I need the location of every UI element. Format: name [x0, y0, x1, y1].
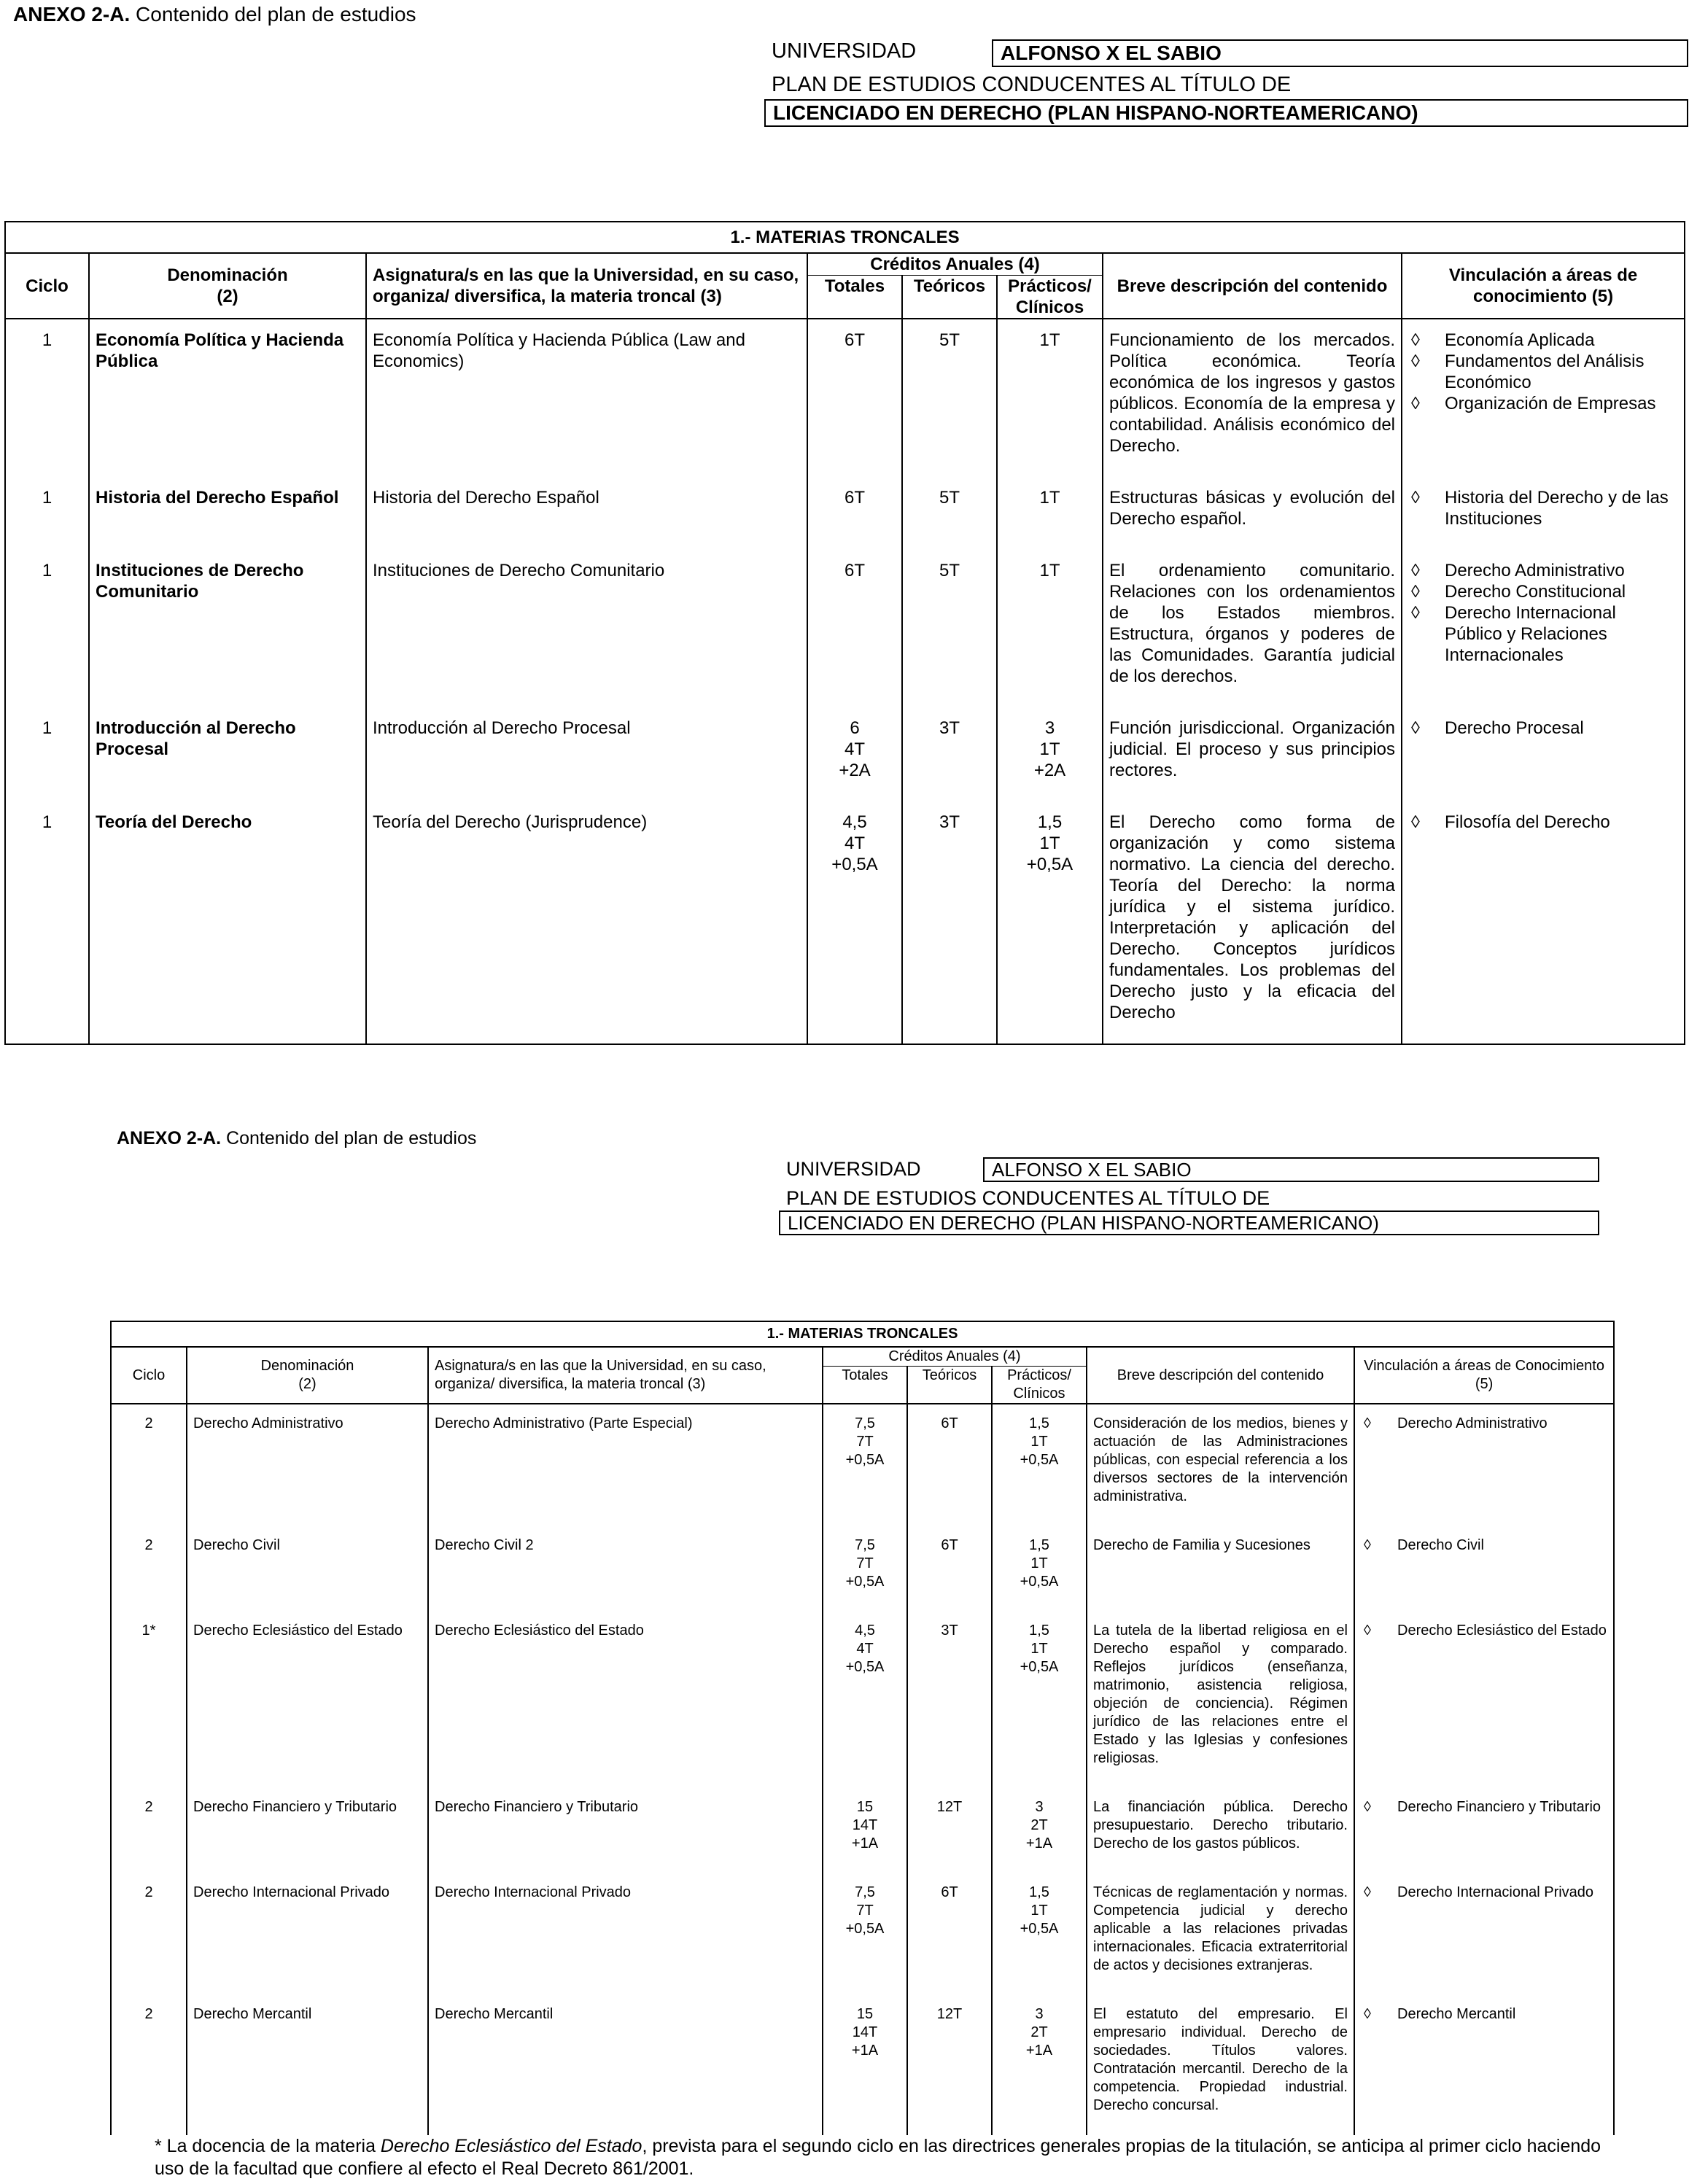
practicos-value: 1T — [1039, 833, 1060, 853]
table-row — [111, 1995, 1614, 2135]
page-1 — [0, 0, 1689, 1021]
totales-value: +1A — [851, 1835, 879, 1851]
practicos-value: 1T — [1030, 1641, 1048, 1657]
cell-practicos — [997, 477, 1103, 550]
header-teoricos-2: Teóricos — [907, 1367, 992, 1404]
totales-value: 6 — [850, 718, 860, 738]
cell-denominacion: Teoría del Derecho — [89, 801, 366, 1044]
area-item — [1408, 560, 1678, 581]
cell-practicos — [997, 550, 1103, 707]
area-item — [1408, 812, 1678, 833]
areas-list — [1408, 487, 1678, 529]
cell-vinculacion — [1402, 477, 1685, 550]
teoricos-value: 6T — [941, 1537, 958, 1553]
cell-ciclo: 1 — [5, 477, 89, 550]
cell-vinculacion — [1402, 550, 1685, 707]
teoricos-value: 6T — [941, 1415, 958, 1431]
troncales-table-1 — [4, 221, 1685, 1045]
practicos-value: +0,5A — [1020, 1452, 1059, 1468]
area-label: Derecho Eclesiástico del Estado — [1397, 1623, 1607, 1639]
degree-title: LICENCIADO EN DERECHO (PLAN HISPANO-NORTEAMERICANO) — [764, 99, 1688, 127]
diamond-bullet-icon: ◊ — [1364, 1537, 1371, 1553]
cell-teoricos — [907, 1612, 992, 1788]
area-item — [1408, 581, 1678, 602]
table-row — [5, 477, 1685, 550]
area-label: Economía Aplicada — [1445, 330, 1595, 350]
cell-asignatura: Economía Política y Hacienda Pública (Law and Economics) — [366, 319, 807, 477]
practicos-value: 1T — [1030, 1555, 1048, 1571]
cell-practicos — [997, 801, 1103, 1044]
header-denominacion-2 — [187, 1347, 428, 1404]
cell-ciclo: 1* — [111, 1612, 187, 1788]
totales-value: 15 — [856, 1799, 874, 1815]
footnote — [155, 2135, 1606, 2180]
diamond-bullet-icon: ◊ — [1364, 1799, 1371, 1815]
cell-practicos — [997, 707, 1103, 801]
cell-vinculacion — [1354, 1788, 1614, 1873]
areas-list — [1408, 718, 1678, 739]
header-teoricos: Teóricos — [902, 276, 997, 319]
area-item — [1361, 1798, 1607, 1816]
teoricos-value: 5T — [939, 330, 960, 350]
cell-teoricos — [907, 1788, 992, 1873]
cell-practicos — [992, 1404, 1087, 1526]
cell-asignatura: Derecho Mercantil — [428, 1995, 823, 2135]
practicos-value: +0,5A — [1020, 1659, 1059, 1675]
cell-denominacion: Derecho Civil — [187, 1526, 428, 1612]
area-label: Derecho Administrativo — [1445, 561, 1625, 580]
practicos-value: 2T — [1030, 2024, 1048, 2040]
header-creditos: Créditos Anuales (4) — [807, 253, 1103, 276]
cell-descripcion: El ordenamiento comunitario. Relaciones con los ordenamientos de los Estados miembros. Estructura, órganos y poderes de las Comunidades. Garantía judicial de los derechos. — [1103, 550, 1402, 707]
totales-value: 4,5 — [855, 1623, 875, 1639]
troncales-table-2 — [110, 1321, 1615, 2135]
cell-totales — [823, 1995, 907, 2135]
diamond-bullet-icon: ◊ — [1411, 603, 1420, 623]
header-vinculacion-2: Vinculación a áreas de Conocimiento (5) — [1354, 1347, 1614, 1404]
annex-text: Contenido del plan de estudios — [130, 3, 416, 26]
cell-totales — [807, 801, 902, 1044]
cell-totales — [807, 319, 902, 477]
area-label: Derecho Constitucional — [1445, 582, 1626, 602]
cell-denominacion: Derecho Administrativo — [187, 1404, 428, 1526]
practicos-value: +0,5A — [1026, 855, 1073, 874]
practicos-value: 1T — [1030, 1903, 1048, 1919]
practicos-value: +0,5A — [1020, 1921, 1059, 1937]
areas-list — [1361, 1622, 1607, 1640]
header-totales-2: Totales — [823, 1367, 907, 1404]
cell-ciclo: 1 — [5, 550, 89, 707]
area-label: Fundamentos del Análisis Económico — [1445, 351, 1645, 392]
cell-denominacion: Derecho Mercantil — [187, 1995, 428, 2135]
cell-descripcion: Técnicas de reglamentación y normas. Competencia judicial y derecho aplicable a las relaciones privadas internacionales. Eficacia extraterritorial de actos y decisiones extranjeras. — [1087, 1873, 1354, 1995]
cell-asignatura: Derecho Financiero y Tributario — [428, 1788, 823, 1873]
areas-list — [1408, 812, 1678, 833]
cell-teoricos — [907, 1995, 992, 2135]
cell-totales — [823, 1404, 907, 1526]
header-practicos: Prácticos/ Clínicos — [997, 276, 1103, 319]
cell-ciclo: 2 — [111, 1873, 187, 1995]
teoricos-value: 3T — [939, 812, 960, 832]
totales-value: 7T — [856, 1555, 874, 1571]
cell-denominacion: Instituciones de Derecho Comunitario — [89, 550, 366, 707]
table-row — [5, 801, 1685, 1044]
annex-label: ANEXO 2-A. — [13, 3, 131, 26]
totales-value: 7T — [856, 1434, 874, 1450]
cell-vinculacion — [1354, 1526, 1614, 1612]
cell-teoricos — [902, 801, 997, 1044]
totales-value: +2A — [839, 761, 871, 780]
cell-vinculacion — [1354, 1995, 1614, 2135]
cell-denominacion: Economía Política y Hacienda Pública — [89, 319, 366, 477]
cell-teoricos — [902, 707, 997, 801]
area-label: Derecho Procesal — [1445, 718, 1584, 738]
cell-denominacion: Derecho Eclesiástico del Estado — [187, 1612, 428, 1788]
totales-value: 7,5 — [855, 1415, 875, 1431]
totales-value: +0,5A — [845, 1574, 885, 1590]
practicos-value: 1,5 — [1029, 1537, 1049, 1553]
diamond-bullet-icon: ◊ — [1411, 351, 1420, 371]
cell-asignatura: Teoría del Derecho (Jurisprudence) — [366, 801, 807, 1044]
cell-practicos — [992, 1788, 1087, 1873]
cell-descripcion: Funcionamiento de los mercados. Política económica. Teoría económica de los ingresos y gastos públicos. Economía de la empresa y contabilidad. Análisis económico del Derecho. — [1103, 319, 1402, 477]
area-item — [1408, 351, 1678, 393]
totales-value: 4T — [844, 739, 865, 759]
cell-denominacion: Historia del Derecho Español — [89, 477, 366, 550]
area-label: Derecho Administrativo — [1397, 1415, 1548, 1431]
cell-totales — [823, 1788, 907, 1873]
cell-vinculacion — [1402, 319, 1685, 477]
cell-descripcion: La financiación pública. Derecho presupuestario. Derecho tributario. Derecho de los gastos públicos. — [1087, 1788, 1354, 1873]
practicos-value: 1T — [1030, 1434, 1048, 1450]
diamond-bullet-icon: ◊ — [1364, 1415, 1371, 1431]
table-row — [111, 1404, 1614, 1526]
header-totales: Totales — [807, 276, 902, 319]
practicos-value: +1A — [1025, 2043, 1053, 2059]
cell-totales — [823, 1526, 907, 1612]
cell-vinculacion — [1354, 1612, 1614, 1788]
practicos-value: 3 — [1044, 718, 1055, 738]
diamond-bullet-icon: ◊ — [1364, 1623, 1371, 1639]
footnote-text-start: La docencia de la materia — [161, 2136, 381, 2156]
header-ciclo: Ciclo — [5, 253, 89, 319]
area-label: Derecho Mercantil — [1397, 2006, 1516, 2022]
totales-value: +1A — [851, 2043, 879, 2059]
practicos-value: 1T — [1039, 330, 1060, 350]
table-row — [111, 1873, 1614, 1995]
totales-value: 6T — [844, 488, 865, 508]
table-2-body — [111, 1404, 1614, 2135]
totales-value: +0,5A — [845, 1452, 885, 1468]
area-item — [1361, 2005, 1607, 2024]
areas-list — [1408, 560, 1678, 666]
university-label: UNIVERSIDAD — [772, 39, 917, 63]
totales-value: +0,5A — [845, 1921, 885, 1937]
cell-teoricos — [902, 477, 997, 550]
area-item — [1361, 1622, 1607, 1640]
header-ciclo-2: Ciclo — [111, 1347, 187, 1404]
area-item — [1408, 487, 1678, 529]
area-label: Derecho Civil — [1397, 1537, 1484, 1553]
table-row — [111, 1526, 1614, 1612]
cell-practicos — [992, 1526, 1087, 1612]
totales-value: 14T — [852, 1817, 878, 1833]
cell-practicos — [992, 1612, 1087, 1788]
totales-value: 4T — [844, 833, 865, 853]
header-denominacion — [89, 253, 366, 319]
areas-list — [1361, 1415, 1607, 1433]
footnote-marker: * — [155, 2136, 162, 2156]
totales-value: +0,5A — [831, 855, 878, 874]
header-denominacion-label: Denominación — [167, 265, 288, 285]
totales-value: 15 — [856, 2006, 874, 2022]
totales-value: 4,5 — [842, 812, 867, 832]
annex-heading-2 — [117, 1128, 476, 1149]
area-label: Filosofía del Derecho — [1445, 812, 1610, 832]
cell-asignatura: Derecho Eclesiástico del Estado — [428, 1612, 823, 1788]
cell-descripcion: Función jurisdiccional. Organización judicial. El proceso y sus principios rectores. — [1103, 707, 1402, 801]
table-row — [5, 319, 1685, 477]
teoricos-value: 5T — [939, 488, 960, 508]
cell-descripcion: Derecho de Familia y Sucesiones — [1087, 1526, 1354, 1612]
cell-descripcion: Estructuras básicas y evolución del Derecho español. — [1103, 477, 1402, 550]
area-label: Derecho Financiero y Tributario — [1397, 1799, 1601, 1815]
area-label: Historia del Derecho y de las Instituciones — [1445, 488, 1669, 529]
totales-value: 6T — [844, 330, 865, 350]
teoricos-value: 5T — [939, 561, 960, 580]
cell-vinculacion — [1402, 801, 1685, 1044]
practicos-value: 1,5 — [1037, 812, 1063, 832]
totales-value: 7,5 — [855, 1537, 875, 1553]
cell-descripcion: El estatuto del empresario. El empresario individual. Derecho de sociedades. Títulos valores. Contratación mercantil. Derecho de la competencia. Propiedad industrial. Derecho concursal. — [1087, 1995, 1354, 2135]
diamond-bullet-icon: ◊ — [1411, 718, 1420, 738]
annex-label-2: ANEXO 2-A. — [117, 1128, 222, 1149]
area-item — [1361, 1884, 1607, 1902]
practicos-value: +0,5A — [1020, 1574, 1059, 1590]
cell-totales — [807, 707, 902, 801]
cell-vinculacion — [1354, 1873, 1614, 1995]
header-creditos-2: Créditos Anuales (4) — [823, 1347, 1087, 1367]
areas-list — [1408, 330, 1678, 414]
cell-descripcion: El Derecho como forma de organización y como sistema normativo. La ciencia del derecho. Teoría del Derecho: la norma jurídica y el sistema jurídico. Interpretación y aplicación del Derecho. Conceptos jurídicos fundamentales. Los problemas del Derecho justo y la eficacia del Derecho — [1103, 801, 1402, 1044]
totales-value: 7T — [856, 1903, 874, 1919]
cell-totales — [807, 550, 902, 707]
footnote-subject: Derecho Eclesiástico del Estado — [380, 2136, 642, 2156]
practicos-value: 2T — [1030, 1817, 1048, 1833]
teoricos-value: 12T — [936, 2006, 963, 2022]
table-row — [5, 550, 1685, 707]
practicos-value: 1,5 — [1029, 1884, 1049, 1900]
cell-totales — [823, 1612, 907, 1788]
totales-value: 14T — [852, 2024, 878, 2040]
header-denominacion-note-2: (2) — [298, 1376, 317, 1392]
area-item — [1408, 602, 1678, 666]
cell-teoricos — [907, 1404, 992, 1526]
cell-practicos — [997, 319, 1103, 477]
teoricos-value: 6T — [941, 1884, 958, 1900]
cell-practicos — [992, 1873, 1087, 1995]
area-item — [1408, 330, 1678, 351]
area-label: Derecho Internacional Privado — [1397, 1884, 1594, 1900]
annex-text-2: Contenido del plan de estudios — [221, 1128, 477, 1149]
cell-totales — [823, 1873, 907, 1995]
cell-descripcion: La tutela de la libertad religiosa en el Derecho español y comparado. Reflejos jurídicos (enseñanza, matrimonio, asistencia religiosa, objeción de conciencia). Régimen jurídico de las relaciones entre el Estado y las Iglesias y confesiones religiosas. — [1087, 1612, 1354, 1788]
diamond-bullet-icon: ◊ — [1411, 488, 1420, 508]
degree-title-2: LICENCIADO EN DERECHO (PLAN HISPANO-NORTEAMERICANO) — [779, 1210, 1599, 1235]
practicos-value: +1A — [1025, 1835, 1053, 1851]
header-descripcion-2: Breve descripción del contenido — [1087, 1347, 1354, 1404]
header-denominacion-note: (2) — [217, 287, 238, 306]
header-vinculacion: Vinculación a áreas de conocimiento (5) — [1402, 253, 1685, 319]
cell-denominacion: Introducción al Derecho Procesal — [89, 707, 366, 801]
header-asignatura-2: Asignatura/s en las que la Universidad, en su caso, organiza/ diversifica, la materia troncal (3) — [428, 1347, 823, 1404]
university-name: ALFONSO X EL SABIO — [992, 39, 1688, 67]
diamond-bullet-icon: ◊ — [1411, 394, 1420, 413]
area-item — [1408, 393, 1678, 414]
cell-teoricos — [902, 319, 997, 477]
totales-value: 4T — [856, 1641, 874, 1657]
cell-descripcion: Consideración de los medios, bienes y actuación de las Administraciones públicas, con especial referencia a los diversos sectores de la intervención administrativa. — [1087, 1404, 1354, 1526]
areas-list — [1361, 2005, 1607, 2024]
diamond-bullet-icon: ◊ — [1411, 812, 1420, 832]
diamond-bullet-icon: ◊ — [1364, 2006, 1371, 2022]
practicos-value: 1T — [1039, 739, 1060, 759]
table-row — [5, 707, 1685, 801]
footnote-text-end: , prevista para el segundo ciclo en las directrices generales propias de la titulación, se anticipa al primer ciclo haciendo uso de la facultad que confiere al efecto el Real Decreto 861/2001. — [155, 2136, 1601, 2179]
page-2 — [0, 1119, 1689, 2184]
university-name-2: ALFONSO X EL SABIO — [983, 1157, 1599, 1182]
cell-ciclo: 2 — [111, 1404, 187, 1526]
university-label-2: UNIVERSIDAD — [786, 1158, 921, 1180]
cell-ciclo: 1 — [5, 707, 89, 801]
cell-practicos — [992, 1995, 1087, 2135]
area-item — [1361, 1536, 1607, 1555]
totales-value: 6T — [844, 561, 865, 580]
cell-denominacion: Derecho Internacional Privado — [187, 1873, 428, 1995]
table-1-body — [5, 319, 1685, 1044]
cell-ciclo: 2 — [111, 1995, 187, 2135]
cell-ciclo: 2 — [111, 1526, 187, 1612]
header-descripcion: Breve descripción del contenido — [1103, 253, 1402, 319]
areas-list — [1361, 1798, 1607, 1816]
diamond-bullet-icon: ◊ — [1364, 1884, 1371, 1900]
header-denominacion-label-2: Denominación — [260, 1358, 354, 1374]
diamond-bullet-icon: ◊ — [1411, 561, 1420, 580]
cell-denominacion: Derecho Financiero y Tributario — [187, 1788, 428, 1873]
cell-ciclo: 2 — [111, 1788, 187, 1873]
table-row — [111, 1612, 1614, 1788]
practicos-value: 3 — [1035, 1799, 1044, 1815]
areas-list — [1361, 1536, 1607, 1555]
area-item — [1408, 718, 1678, 739]
practicos-value: +2A — [1033, 761, 1066, 780]
cell-teoricos — [902, 550, 997, 707]
table-row — [111, 1788, 1614, 1873]
practicos-value: 1,5 — [1029, 1415, 1049, 1431]
cell-asignatura: Introducción al Derecho Procesal — [366, 707, 807, 801]
cell-ciclo: 1 — [5, 319, 89, 477]
teoricos-value: 12T — [936, 1799, 963, 1815]
practicos-value: 1T — [1039, 488, 1060, 508]
areas-list — [1361, 1884, 1607, 1902]
diamond-bullet-icon: ◊ — [1411, 582, 1420, 602]
section-title: 1.- MATERIAS TRONCALES — [5, 222, 1685, 253]
cell-asignatura: Instituciones de Derecho Comunitario — [366, 550, 807, 707]
practicos-value: 1,5 — [1029, 1623, 1049, 1639]
cell-asignatura: Derecho Internacional Privado — [428, 1873, 823, 1995]
area-label: Derecho Internacional Público y Relaciones Internacionales — [1445, 603, 1616, 665]
cell-teoricos — [907, 1526, 992, 1612]
totales-value: +0,5A — [845, 1659, 885, 1675]
cell-vinculacion — [1354, 1404, 1614, 1526]
teoricos-value: 3T — [941, 1623, 958, 1639]
cell-asignatura: Derecho Administrativo (Parte Especial) — [428, 1404, 823, 1526]
section-title-2: 1.- MATERIAS TRONCALES — [111, 1321, 1614, 1347]
header-practicos-2: Prácticos/ Clínicos — [992, 1367, 1087, 1404]
cell-asignatura: Derecho Civil 2 — [428, 1526, 823, 1612]
practicos-value: 1T — [1039, 561, 1060, 580]
cell-asignatura: Historia del Derecho Español — [366, 477, 807, 550]
header-asignatura: Asignatura/s en las que la Universidad, en su caso, organiza/ diversifica, la materia troncal (3) — [366, 253, 807, 319]
diamond-bullet-icon: ◊ — [1411, 330, 1420, 350]
area-label: Organización de Empresas — [1445, 394, 1656, 413]
cell-totales — [807, 477, 902, 550]
plan-line-2: PLAN DE ESTUDIOS CONDUCENTES AL TÍTULO DE — [786, 1187, 1270, 1209]
practicos-value: 3 — [1035, 2006, 1044, 2022]
cell-teoricos — [907, 1873, 992, 1995]
cell-vinculacion — [1402, 707, 1685, 801]
cell-ciclo: 1 — [5, 801, 89, 1044]
area-item — [1361, 1415, 1607, 1433]
teoricos-value: 3T — [939, 718, 960, 738]
annex-heading — [13, 3, 416, 26]
totales-value: 7,5 — [855, 1884, 875, 1900]
plan-line: PLAN DE ESTUDIOS CONDUCENTES AL TÍTULO DE — [772, 73, 1292, 96]
